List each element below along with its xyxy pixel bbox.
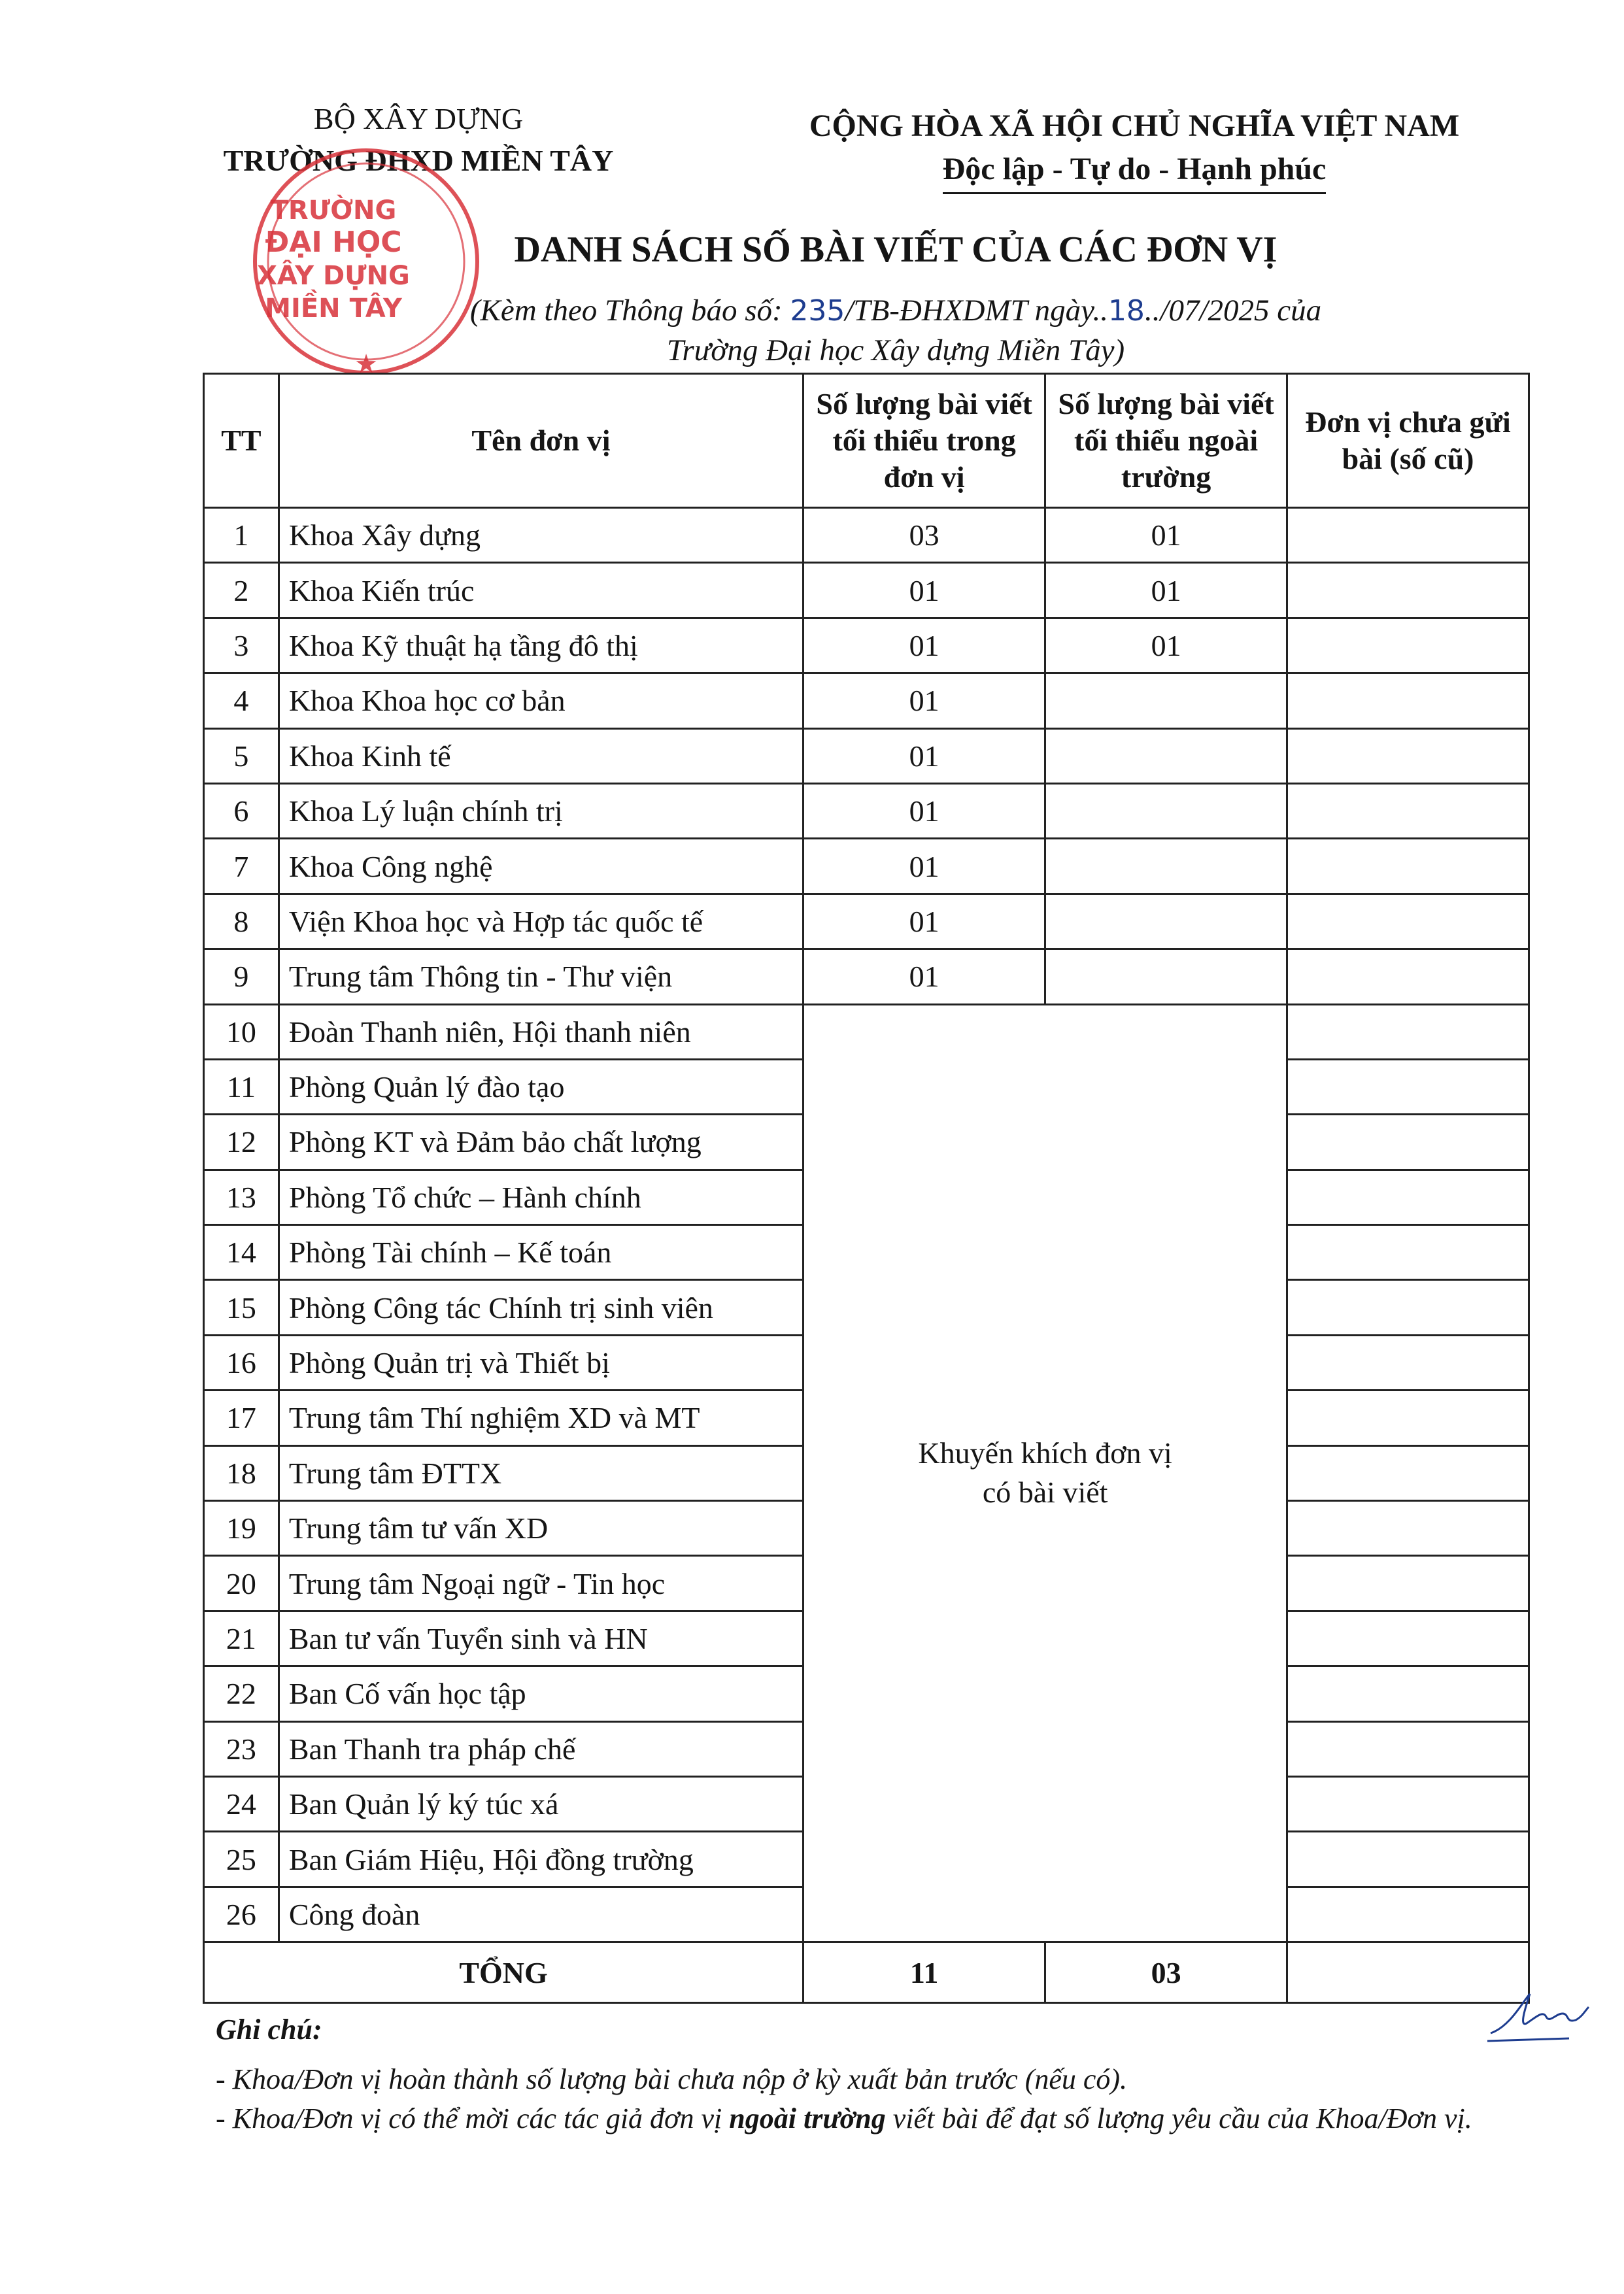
row-number: 19	[204, 1501, 279, 1556]
missing-cell	[1287, 1887, 1529, 1942]
ministry-name: BỘ XÂY DỰNG	[313, 102, 524, 135]
unit-name: Khoa Khoa học cơ bản	[279, 673, 803, 728]
table-row	[204, 508, 1529, 563]
unit-name: Phòng Quản trị và Thiết bị	[279, 1335, 803, 1390]
unit-name: Viện Khoa học và Hợp tác quốc tế	[279, 894, 803, 949]
subtitle-line-2: Trường Đại học Xây dựng Miền Tây)	[666, 333, 1125, 367]
subtitle-prefix: (Kèm theo Thông báo số:	[469, 294, 790, 328]
total-label: TỔNG	[204, 1942, 804, 2003]
unit-name: Đoàn Thanh niên, Hội thanh niên	[279, 1004, 803, 1059]
missing-cell	[1287, 1059, 1529, 1114]
missing-cell	[1287, 1501, 1529, 1556]
outside-count	[1045, 894, 1287, 949]
column-header-inside: Số lượng bài viết tối thiểu trong đơn vị	[804, 374, 1045, 508]
unit-name: Trung tâm tư vấn XD	[279, 1501, 803, 1556]
row-number: 23	[204, 1721, 279, 1776]
missing-cell	[1287, 673, 1529, 728]
missing-cell	[1287, 1556, 1529, 1611]
total-inside: 11	[804, 1942, 1045, 2003]
unit-name: Ban Thanh tra pháp chế	[279, 1721, 803, 1776]
seal-line-3: XÂY DỰNG	[257, 261, 410, 291]
unit-name: Khoa Kinh tế	[279, 728, 803, 783]
note-line-2-bold: ngoài trường	[729, 2102, 886, 2134]
row-number: 18	[204, 1445, 279, 1500]
missing-cell	[1287, 949, 1529, 1004]
inside-count: 01	[804, 673, 1045, 728]
row-number: 5	[204, 728, 279, 783]
school-name: TRƯỜNG ĐHXD MIỀN TÂY	[223, 144, 614, 177]
note-line-2-prefix: - Khoa/Đơn vị có thể mời các tác giả đơn vị	[216, 2102, 730, 2134]
missing-cell	[1287, 894, 1529, 949]
missing-cell	[1287, 1115, 1529, 1170]
outside-count	[1045, 839, 1287, 894]
document-title: DANH SÁCH SỐ BÀI VIẾT CỦA CÁC ĐƠN VỊ	[514, 229, 1277, 270]
handwritten-initials	[1484, 1987, 1595, 2046]
row-number: 9	[204, 949, 279, 1004]
unit-name: Ban tư vấn Tuyển sinh và HN	[279, 1611, 803, 1666]
row-number: 17	[204, 1391, 279, 1445]
missing-cell	[1287, 1832, 1529, 1887]
national-header	[758, 105, 1510, 194]
document-subtitle: (Kèm theo Thông báo số: 235/TB-ĐHXDMT ngày..18../07/2025 của Trường Đại học Xây dựng Miền Tây)	[340, 291, 1451, 370]
notes-section	[216, 2010, 1510, 2138]
missing-cell	[1287, 1170, 1529, 1224]
row-number: 16	[204, 1335, 279, 1390]
missing-cell	[1287, 508, 1529, 563]
row-number: 4	[204, 673, 279, 728]
row-number: 25	[204, 1832, 279, 1887]
outside-count	[1045, 783, 1287, 838]
missing-cell	[1287, 1611, 1529, 1666]
outside-count: 01	[1045, 508, 1287, 563]
missing-cell	[1287, 839, 1529, 894]
table-row	[204, 673, 1529, 728]
row-number: 7	[204, 839, 279, 894]
unit-name: Ban Giám Hiệu, Hội đồng trường	[279, 1832, 803, 1887]
table-row	[204, 783, 1529, 838]
row-number: 24	[204, 1776, 279, 1831]
table-row	[204, 618, 1529, 673]
total-row	[204, 1942, 1529, 2003]
row-number: 10	[204, 1004, 279, 1059]
row-number: 11	[204, 1059, 279, 1114]
unit-name: Trung tâm ĐTTX	[279, 1445, 803, 1500]
outside-count	[1045, 673, 1287, 728]
note-line-1: - Khoa/Đơn vị hoàn thành số lượng bài chưa nộp ở kỳ xuất bản trước (nếu có).	[216, 2063, 1128, 2095]
column-header-outside: Số lượng bài viết tối thiểu ngoài trường	[1045, 374, 1287, 508]
seal-line-4: MIỀN TÂY	[265, 294, 402, 324]
missing-cell	[1287, 1666, 1529, 1721]
missing-cell	[1287, 563, 1529, 618]
table-row	[204, 949, 1529, 1004]
inside-count: 01	[804, 618, 1045, 673]
missing-cell	[1287, 1335, 1529, 1390]
inside-count: 03	[804, 508, 1045, 563]
row-number: 21	[204, 1611, 279, 1666]
unit-name: Phòng Công tác Chính trị sinh viên	[279, 1280, 803, 1335]
table-row	[204, 1004, 1529, 1059]
missing-cell	[1287, 1004, 1529, 1059]
table-row	[204, 839, 1529, 894]
missing-cell	[1287, 1721, 1529, 1776]
subtitle-middle: /TB-ĐHXDMT ngày	[845, 294, 1093, 328]
table-body	[204, 508, 1529, 1942]
article-count-table	[203, 373, 1530, 2004]
row-number: 14	[204, 1225, 279, 1280]
missing-cell	[1287, 618, 1529, 673]
outside-count	[1045, 728, 1287, 783]
handwritten-notice-number: 235	[790, 294, 845, 328]
unit-name: Khoa Xây dựng	[279, 508, 803, 563]
encouragement-note	[804, 1004, 1287, 1942]
missing-cell	[1287, 1225, 1529, 1280]
unit-name: Trung tâm Thông tin - Thư viện	[279, 949, 803, 1004]
notes-heading: Ghi chú:	[216, 2014, 322, 2046]
column-header-unit-name: Tên đơn vị	[279, 374, 803, 508]
svg-text:★: ★	[354, 349, 378, 379]
table-row	[204, 728, 1529, 783]
outside-count: 01	[1045, 618, 1287, 673]
column-header-tt: TT	[204, 374, 279, 508]
seal-line-2: ĐẠI HỌC	[265, 226, 402, 259]
missing-cell	[1287, 728, 1529, 783]
national-motto: Độc lập - Tự do - Hạnh phúc	[943, 148, 1327, 194]
row-number: 3	[204, 618, 279, 673]
missing-cell	[1287, 783, 1529, 838]
country-name: CỘNG HÒA XÃ HỘI CHỦ NGHĨA VIỆT NAM	[809, 109, 1460, 143]
unit-name: Trung tâm Thí nghiệm XD và MT	[279, 1391, 803, 1445]
missing-cell	[1287, 1776, 1529, 1831]
unit-name: Phòng KT và Đảm bảo chất lượng	[279, 1115, 803, 1170]
row-number: 13	[204, 1170, 279, 1224]
seal-line-1: TRƯỜNG	[270, 195, 397, 226]
unit-name: Phòng Tài chính – Kế toán	[279, 1225, 803, 1280]
inside-count: 01	[804, 894, 1045, 949]
missing-cell	[1287, 1391, 1529, 1445]
row-number: 26	[204, 1887, 279, 1942]
unit-name: Trung tâm Ngoại ngữ - Tin học	[279, 1556, 803, 1611]
unit-name: Công đoàn	[279, 1887, 803, 1942]
subtitle-suffix: /07/2025 của	[1160, 294, 1322, 328]
row-number: 22	[204, 1666, 279, 1721]
unit-name: Phòng Quản lý đào tạo	[279, 1059, 803, 1114]
unit-name: Khoa Kỹ thuật hạ tầng đô thị	[279, 618, 803, 673]
unit-name: Khoa Công nghệ	[279, 839, 803, 894]
table-row	[204, 563, 1529, 618]
row-number: 8	[204, 894, 279, 949]
total-outside: 03	[1045, 1942, 1287, 2003]
row-number: 2	[204, 563, 279, 618]
row-number: 20	[204, 1556, 279, 1611]
missing-cell	[1287, 1445, 1529, 1500]
missing-cell	[1287, 1280, 1529, 1335]
unit-name: Ban Cố vấn học tập	[279, 1666, 803, 1721]
unit-name: Khoa Kiến trúc	[279, 563, 803, 618]
inside-count: 01	[804, 839, 1045, 894]
inside-count: 01	[804, 563, 1045, 618]
row-number: 1	[204, 508, 279, 563]
unit-name: Khoa Lý luận chính trị	[279, 783, 803, 838]
table-row	[204, 894, 1529, 949]
inside-count: 01	[804, 783, 1045, 838]
outside-count: 01	[1045, 563, 1287, 618]
row-number: 15	[204, 1280, 279, 1335]
inside-count: 01	[804, 728, 1045, 783]
outside-count	[1045, 949, 1287, 1004]
unit-name: Phòng Tổ chức – Hành chính	[279, 1170, 803, 1224]
unit-name: Ban Quản lý ký túc xá	[279, 1776, 803, 1831]
row-number: 12	[204, 1115, 279, 1170]
row-number: 6	[204, 783, 279, 838]
encouragement-line-2: có bài viết	[982, 1476, 1108, 1510]
inside-count: 01	[804, 949, 1045, 1004]
column-header-missing: Đơn vị chưa gửi bài (số cũ)	[1287, 374, 1529, 508]
handwritten-day: 18	[1108, 294, 1145, 328]
note-line-2-suffix: viết bài để đạt số lượng yêu cầu của Khoa/Đơn vị.	[885, 2102, 1472, 2134]
note-line-2	[216, 2099, 1510, 2138]
encouragement-line-1: Khuyến khích đơn vị	[918, 1436, 1172, 1470]
